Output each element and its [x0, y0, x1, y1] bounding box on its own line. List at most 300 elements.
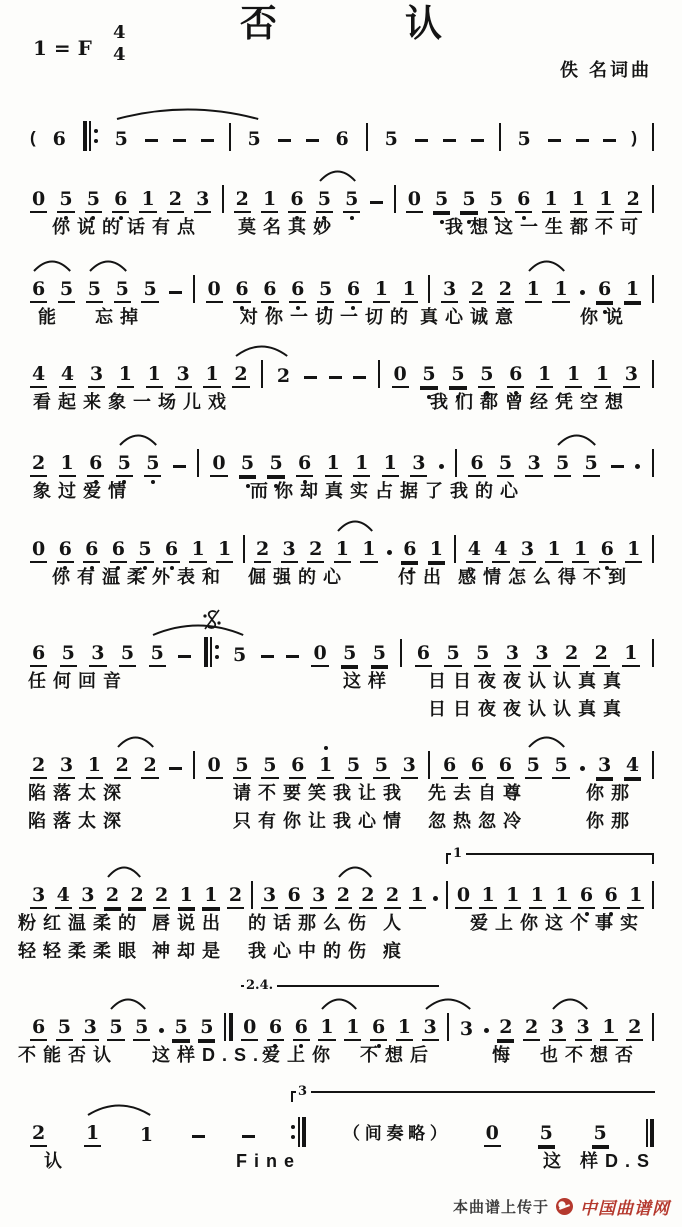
- note: 5: [488, 187, 505, 213]
- note: 3: [79, 883, 96, 909]
- slur-arc: [152, 621, 244, 637]
- note: 6: [345, 277, 362, 303]
- lyric-text: 唇说出: [152, 913, 227, 933]
- note: 5: [136, 537, 153, 563]
- note: 2: [114, 753, 131, 779]
- site-name: 中国曲谱网: [580, 1199, 670, 1218]
- lyric-text: 日日夜夜认认真真: [428, 699, 628, 719]
- barline: [428, 751, 430, 779]
- note-row: [0, 621, 682, 667]
- lyric-text: 莫名其妙: [238, 217, 338, 237]
- barline: [652, 449, 654, 477]
- note-row: [0, 342, 682, 388]
- note: 1: [545, 537, 562, 563]
- lyric-text: 粉红温柔的: [18, 913, 143, 933]
- note: 2: [128, 883, 145, 909]
- lyric-text: 不想后: [360, 1045, 435, 1065]
- duration-dash: [576, 139, 589, 142]
- lyric-row: [0, 563, 682, 591]
- high-octave-dot: [324, 746, 328, 750]
- note: 1: [396, 1015, 413, 1041]
- note: 0: [30, 187, 47, 213]
- lyric-text: 倔强的心: [248, 567, 348, 587]
- note: 6: [285, 883, 302, 909]
- duration-dash: [548, 139, 561, 142]
- lyric-text: 只有你让我心情: [233, 811, 408, 831]
- note: 2: [30, 1121, 47, 1147]
- note: 5: [592, 1121, 609, 1147]
- lyric-row: [0, 213, 682, 241]
- slur-arc: [319, 167, 356, 183]
- note: 5: [149, 641, 166, 667]
- duration-dash: [415, 139, 428, 142]
- note: 1: [353, 451, 370, 477]
- note: 2: [30, 451, 47, 477]
- barline: [394, 185, 396, 213]
- note: 2: [30, 753, 47, 779]
- note: 3: [310, 883, 327, 909]
- barline: [652, 639, 654, 667]
- note: 5: [261, 753, 278, 779]
- note: 3: [89, 641, 106, 667]
- segno-icon: [202, 608, 222, 632]
- note: 5: [247, 128, 261, 150]
- final-barline: [646, 1119, 655, 1147]
- note: 4: [59, 362, 76, 388]
- note: 2: [335, 883, 352, 909]
- lyric-text: 日日夜夜认认真真: [428, 671, 628, 691]
- lyric-text: 忘掉: [95, 307, 145, 327]
- note: 3: [30, 883, 47, 909]
- note: 2: [625, 187, 642, 213]
- lyric-text: 也不想否: [540, 1045, 640, 1065]
- duration-dash: [471, 139, 484, 142]
- score-line: [0, 846, 682, 965]
- lyric-text: Fine: [236, 1151, 302, 1171]
- lyric-text: 感情怎么得不到: [458, 567, 633, 587]
- score-line: [0, 978, 682, 1069]
- barline: [447, 1013, 449, 1041]
- note: 3: [459, 1018, 474, 1040]
- note: 6: [497, 753, 514, 779]
- score-line: [0, 1084, 682, 1175]
- note: 6: [603, 883, 620, 909]
- note: 5: [317, 277, 334, 303]
- note: 6: [289, 753, 306, 779]
- duration-dash: [169, 291, 182, 294]
- duration-dash: [278, 139, 291, 142]
- barline: [652, 751, 654, 779]
- note-row: [0, 978, 682, 1041]
- barline: [455, 449, 457, 477]
- lyric-text: 了我的心: [425, 481, 525, 501]
- slur-arc: [338, 863, 372, 879]
- note: 5: [239, 451, 256, 477]
- duration-dash: [353, 376, 366, 379]
- note: 6: [469, 753, 486, 779]
- note: 6: [370, 1015, 387, 1041]
- note: 3: [596, 753, 613, 779]
- note: 5: [316, 187, 333, 213]
- note: 5: [517, 128, 531, 150]
- note: 1: [479, 883, 496, 909]
- note: 3: [58, 753, 75, 779]
- lyric-row: [0, 807, 682, 835]
- note: 1: [318, 1015, 335, 1041]
- slur-arc: [110, 995, 146, 1011]
- note: 6: [30, 1015, 47, 1041]
- note: 1: [373, 277, 390, 303]
- slur-arc: [116, 105, 259, 121]
- note: 5: [267, 451, 284, 477]
- note: 5: [554, 451, 571, 477]
- note: 5: [133, 1015, 150, 1041]
- duration-dash: [169, 767, 182, 770]
- duration-dash: [443, 139, 456, 142]
- note: 2: [141, 753, 158, 779]
- note: 5: [57, 187, 74, 213]
- repeat-start: [83, 121, 98, 151]
- lyric-text: 轻轻柔柔眼: [18, 941, 143, 961]
- note: 0: [241, 1015, 258, 1041]
- volta-label: 1: [451, 847, 466, 861]
- duration-dash: [603, 139, 616, 142]
- note: 6: [112, 187, 129, 213]
- lyric-text: 爱上你: [262, 1045, 337, 1065]
- note: 6: [30, 641, 47, 667]
- note: 5: [497, 451, 514, 477]
- lyric-text: 你那: [586, 811, 636, 831]
- duration-dash: [201, 139, 214, 142]
- note: 1: [261, 187, 278, 213]
- note: 3: [549, 1015, 566, 1041]
- note: 3: [82, 1015, 99, 1041]
- lyric-text: 忽热忽冷: [428, 811, 528, 831]
- lyric-text: 任何回音: [28, 671, 128, 691]
- note: 6: [599, 537, 616, 563]
- note: 1: [428, 537, 445, 563]
- duration-dash: [304, 376, 317, 379]
- note: 6: [441, 753, 458, 779]
- lyric-text: 而你却真实占据: [250, 481, 425, 501]
- note: 6: [515, 187, 532, 213]
- note: 6: [415, 641, 432, 667]
- note: 5: [172, 1015, 189, 1041]
- key-signature: 1 = F: [33, 36, 92, 60]
- augmentation-dot: [484, 1028, 489, 1033]
- lyric-text: 痕: [383, 941, 408, 961]
- barline: [400, 639, 402, 667]
- note: 3: [623, 362, 640, 388]
- duration-dash: [178, 655, 191, 658]
- note: 4: [466, 537, 483, 563]
- note: 2: [523, 1015, 540, 1041]
- slur-arc: [33, 257, 71, 273]
- volta-label: 3: [296, 1085, 311, 1099]
- note: 6: [596, 277, 613, 303]
- note: 4: [492, 537, 509, 563]
- note-row: [0, 105, 682, 151]
- note: 1: [504, 883, 521, 909]
- note: 5: [583, 451, 600, 477]
- note: 0: [484, 1121, 501, 1147]
- note: 6: [233, 277, 250, 303]
- note: 5: [58, 277, 75, 303]
- note: 2: [593, 641, 610, 667]
- slur-arc: [337, 517, 373, 533]
- slur-arc: [528, 733, 565, 749]
- barline: [193, 751, 195, 779]
- note: 5: [107, 1015, 124, 1041]
- lyric-row: [0, 909, 682, 937]
- note: 1: [189, 537, 206, 563]
- score-line: [0, 105, 682, 151]
- note: 1: [624, 277, 641, 303]
- note: 0: [406, 187, 423, 213]
- note: 2: [384, 883, 401, 909]
- score-line: [0, 733, 682, 835]
- note: 1: [325, 451, 342, 477]
- barline: [652, 123, 654, 151]
- text-token: ): [631, 128, 638, 147]
- note: 5: [478, 362, 495, 388]
- note: 3: [401, 753, 418, 779]
- note: 5: [371, 641, 388, 667]
- volta-bracket: [446, 846, 654, 864]
- augmentation-dot: [387, 550, 392, 555]
- note: 5: [343, 187, 360, 213]
- barline: [261, 360, 263, 388]
- barline: [251, 881, 253, 909]
- note: 1: [542, 187, 559, 213]
- lyric-text: 我们都曾经凭空想: [430, 392, 630, 412]
- note: 6: [289, 277, 306, 303]
- note: 3: [519, 537, 536, 563]
- note-row: [0, 431, 682, 477]
- lyric-text: 不能否认: [18, 1045, 118, 1065]
- note: 6: [163, 537, 180, 563]
- note-row: [0, 846, 682, 909]
- score-line: [0, 621, 682, 723]
- barline: [243, 535, 245, 563]
- lyric-text: 你说: [580, 307, 630, 327]
- duration-dash: [329, 376, 342, 379]
- augmentation-dot: [580, 766, 585, 771]
- lyric-text: 这 样D.S: [543, 1151, 657, 1171]
- time-numerator: 4: [113, 22, 126, 43]
- note: 5: [114, 277, 131, 303]
- lyric-row: [0, 1147, 682, 1175]
- lyric-text: 陷落太深: [28, 811, 128, 831]
- note: 3: [175, 362, 192, 388]
- note: 3: [533, 641, 550, 667]
- volta-bracket: [241, 978, 439, 996]
- duration-dash: [192, 1135, 205, 1138]
- slur-arc: [119, 431, 157, 447]
- note: 1: [409, 883, 426, 909]
- score-line: [0, 167, 682, 241]
- volta-label: 2.4.: [244, 979, 277, 993]
- note: 5: [198, 1015, 215, 1041]
- note: 1: [529, 883, 546, 909]
- note: 6: [335, 128, 349, 150]
- note: 2: [563, 641, 580, 667]
- duration-dash: [370, 201, 383, 204]
- note: 1: [622, 641, 639, 667]
- lyric-text: 这样D.S.: [152, 1045, 266, 1065]
- note-row: [0, 517, 682, 563]
- note: 1: [139, 1124, 154, 1146]
- note: 1: [401, 277, 418, 303]
- note: 2: [469, 277, 486, 303]
- text-token: (: [30, 128, 36, 147]
- duration-dash: [306, 139, 319, 142]
- note: 1: [600, 1015, 617, 1041]
- note: 1: [594, 362, 611, 388]
- note: 0: [392, 362, 409, 388]
- note: 5: [552, 753, 569, 779]
- repeat-end: [291, 1117, 306, 1147]
- note: 2: [227, 883, 244, 909]
- lyric-text: 爱上你这个事实: [470, 913, 645, 933]
- note: 5: [384, 128, 398, 150]
- slur-arc: [321, 995, 357, 1011]
- note: 5: [433, 187, 450, 213]
- note: 1: [59, 451, 76, 477]
- note: 5: [341, 641, 358, 667]
- note: 3: [261, 883, 278, 909]
- note: 6: [296, 451, 313, 477]
- note: 5: [86, 277, 103, 303]
- score-line: [0, 517, 682, 591]
- note: 3: [575, 1015, 592, 1041]
- note: 0: [311, 641, 328, 667]
- lyric-text: 先去自尊: [428, 783, 528, 803]
- note: 6: [468, 451, 485, 477]
- note: 1: [216, 537, 233, 563]
- augmentation-dot: [433, 896, 438, 901]
- lyric-text: 神却是: [152, 941, 227, 961]
- note: 6: [261, 277, 278, 303]
- slur-arc: [117, 733, 154, 749]
- duration-dash: [242, 1135, 255, 1138]
- note: 1: [627, 883, 644, 909]
- note: 6: [52, 128, 66, 150]
- slur-arc: [235, 342, 288, 358]
- slur-arc: [528, 257, 565, 273]
- lyric-row: [0, 388, 682, 416]
- score-line: [0, 342, 682, 416]
- note: 5: [345, 753, 362, 779]
- note: 6: [401, 537, 418, 563]
- barline: [428, 275, 430, 303]
- slur-arc: [557, 431, 596, 447]
- barline: [454, 535, 456, 563]
- note: 3: [441, 277, 458, 303]
- note: 1: [139, 187, 156, 213]
- barline: [499, 123, 501, 151]
- note: 1: [360, 537, 377, 563]
- note: 1: [202, 883, 219, 909]
- note: 1: [552, 277, 569, 303]
- slur-arc: [552, 995, 588, 1011]
- note: 6: [57, 537, 74, 563]
- barline: [652, 185, 654, 213]
- note: 2: [167, 187, 184, 213]
- note: 4: [30, 362, 47, 388]
- note: 6: [578, 883, 595, 909]
- augmentation-dot: [635, 464, 640, 469]
- duration-dash: [173, 139, 186, 142]
- note: 2: [497, 1015, 514, 1041]
- barline: [652, 360, 654, 388]
- score-header: [0, 0, 682, 103]
- note: 6: [87, 451, 104, 477]
- duration-dash: [286, 655, 299, 658]
- note: 5: [116, 451, 133, 477]
- duration-dash: [261, 655, 274, 658]
- barline: [652, 1013, 654, 1041]
- lyric-row: [0, 1041, 682, 1069]
- lyric-text: 陷落太深: [28, 783, 128, 803]
- note: 1: [625, 537, 642, 563]
- lyric-text: 对你一切一切的: [240, 307, 415, 327]
- note: 6: [288, 187, 305, 213]
- lyric-text: 你那: [586, 783, 636, 803]
- note: 0: [210, 451, 227, 477]
- note: 3: [525, 451, 542, 477]
- song-title: [0, 2, 682, 46]
- note: 3: [88, 362, 105, 388]
- note: 5: [525, 753, 542, 779]
- note: 3: [194, 187, 211, 213]
- score-line: [0, 431, 682, 505]
- note: 6: [293, 1015, 310, 1041]
- note: 2: [234, 187, 251, 213]
- note: 0: [206, 753, 223, 779]
- barline: [193, 275, 195, 303]
- footer: [453, 1194, 670, 1219]
- note: 5: [233, 753, 250, 779]
- note: 3: [410, 451, 427, 477]
- note-row: [0, 1084, 682, 1147]
- note: 5: [538, 1121, 555, 1147]
- note: 0: [206, 277, 223, 303]
- note: 1: [572, 537, 589, 563]
- note: 6: [267, 1015, 284, 1041]
- note: 5: [373, 753, 390, 779]
- lyric-text: 看起来象一场儿戏: [33, 392, 233, 412]
- lyric-row: [0, 937, 682, 965]
- note: 5: [233, 644, 247, 666]
- score: [0, 105, 682, 1175]
- note: 6: [30, 277, 47, 303]
- note: 5: [56, 1015, 73, 1041]
- note: 2: [254, 537, 271, 563]
- barline: [197, 449, 199, 477]
- note: 1: [536, 362, 553, 388]
- note-row: [0, 257, 682, 303]
- note: 1: [570, 187, 587, 213]
- barline: [222, 185, 224, 213]
- lyric-text: 付出: [398, 567, 448, 587]
- note: 5: [85, 187, 102, 213]
- time-denominator: 4: [113, 44, 126, 65]
- barline: [229, 123, 231, 151]
- note: 5: [449, 362, 466, 388]
- note: 3: [281, 537, 298, 563]
- note: 0: [455, 883, 472, 909]
